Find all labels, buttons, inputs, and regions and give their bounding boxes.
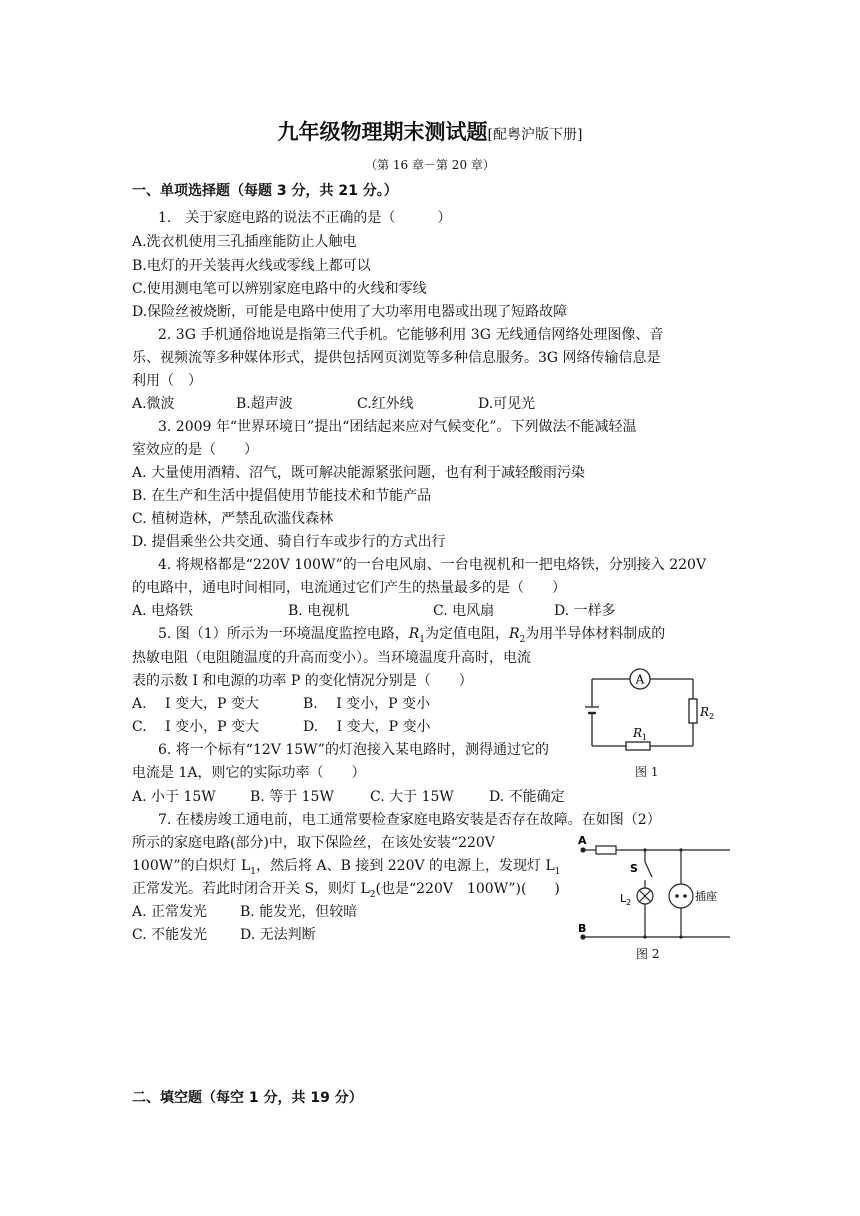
q6-option-d: D. 不能确定 xyxy=(489,789,565,805)
r1-resistor-icon xyxy=(626,742,650,750)
q5-line2: 热敏电阻（电阻随温度的升高而变小）。当环境温度升高时，电流 xyxy=(132,650,531,666)
q4-option-c: C. 电风扇 xyxy=(433,603,495,619)
q6-option-b: B. 等于 15W xyxy=(250,789,334,805)
fig1-r2-label: $R_2$ xyxy=(700,705,715,721)
q1-option-a: A.洗衣机使用三孔插座能防止人触电 xyxy=(132,234,357,250)
q7-l1-sub2: 1 xyxy=(554,866,561,877)
q7-option-b: B. 能发光，但较暗 xyxy=(240,904,358,920)
q3-option-a: A. 大量使用酒精、沼气，既可解决能源紧张问题，也有利于减轻酸雨污染 xyxy=(132,465,586,481)
fig2-label-b: B xyxy=(578,922,587,935)
figure2-circuit xyxy=(574,832,732,942)
q7-line3-post: ，然后将 A、B 接到 220V 的电源上，发现灯 L xyxy=(256,858,555,874)
figure2-caption: 图 2 xyxy=(636,947,660,961)
q6-option-c: C. 大于 15W xyxy=(370,789,454,805)
battery-icon xyxy=(585,707,599,713)
q7-line3-pre: 100W”的白炽灯 L xyxy=(132,858,251,874)
q3-option-c: C. 植树造林，严禁乱砍滥伐森林 xyxy=(132,511,334,527)
q2-option-d: D.可见光 xyxy=(478,396,536,412)
fig1-r1-label: $R_1$ xyxy=(633,726,648,742)
q2-option-a: A.微波 xyxy=(132,396,175,412)
q3-line1: 3. 2009 年“世界环境日”提出“团结起来应对气候变化”。下列做法不能减轻温 xyxy=(158,419,637,435)
title-suffix: [配粤沪版下册] xyxy=(487,127,583,143)
q5-r2-sub: 2 xyxy=(519,634,526,645)
q5-r1-symbol: R xyxy=(408,626,420,642)
q4-line1: 4. 将规格都是“220V 100W”的一台电风扇、一台电视机和一把电烙铁，分别接入 220V xyxy=(158,557,707,573)
q7-option-c: C. 不能发光 xyxy=(132,927,208,943)
q5-option-a: A. I 变大，P 变大 xyxy=(132,696,259,712)
q4-option-a: A. 电烙铁 xyxy=(132,603,194,619)
q3-option-d: D. 提倡乘坐公共交通、骑自行车或步行的方式出行 xyxy=(132,534,446,550)
q7-option-a: A. 正常发光 xyxy=(132,904,208,920)
q7-l2-sub: 2 xyxy=(369,889,376,900)
section2-heading: 二、填空题（每空 1 分，共 19 分） xyxy=(132,1090,363,1106)
q2-line1: 2. 3G 手机通俗地说是指第三代手机。它能够利用 3G 无线通信网络处理图像、音 xyxy=(158,327,664,343)
q7-option-d: D. 无法判断 xyxy=(240,927,316,943)
q4-option-b: B. 电视机 xyxy=(288,603,350,619)
q5-line1 xyxy=(158,624,665,650)
figure1-caption: 图 1 xyxy=(635,765,659,779)
q1-option-b: B.电灯的开关装再火线或零线上都可以 xyxy=(132,258,371,274)
q5-line3: 表的示数 I 和电源的功率 P 的变化情况分别是（ ） xyxy=(132,673,473,689)
title-main: 九年级物理期末测试题 xyxy=(277,120,488,144)
q5-option-d: D. I 变大，P 变小 xyxy=(303,719,431,735)
q6-line1: 6. 将一个标有“12V 15W”的灯泡接入某电路时，测得通过它的 xyxy=(158,742,549,758)
figure1-circuit xyxy=(578,662,718,752)
q4-option-d: D. 一样多 xyxy=(554,603,616,619)
q6-option-a: A. 小于 15W xyxy=(132,789,216,805)
q7-line2: 所示的家庭电路(部分)中，取下保险丝，在该处安装“220V xyxy=(132,835,495,851)
q7-line1: 7. 在楼房竣工通电前，电工通常要检查家庭电路安装是否存在故障。在如图（2） xyxy=(158,812,661,828)
q2-line3: 利用（ ） xyxy=(132,373,202,389)
q5-line1-post: 为用半导体材料制成的 xyxy=(525,626,666,642)
fuse-icon xyxy=(596,846,616,854)
q6-line2: 电流是 1A，则它的实际功率（ ） xyxy=(132,765,366,781)
r2-resistor-icon xyxy=(689,699,697,723)
q2-option-b: B.超声波 xyxy=(236,396,293,412)
q3-line2: 室效应的是（ ） xyxy=(132,442,258,458)
q7-line4-post: (也是“220V 100W”)( ) xyxy=(375,881,560,897)
page-subtitle: （第 16 章－第 20 章） xyxy=(365,158,495,172)
fig2-socket-label: 插座 xyxy=(695,890,717,903)
q3-option-b: B. 在生产和生活中提倡使用节能技术和节能产品 xyxy=(132,488,432,504)
q7-line3 xyxy=(132,856,561,882)
fig2-label-l2: $L_2$ xyxy=(620,892,632,907)
q7-line4 xyxy=(132,879,560,905)
q2-line2: 乐、视频流等多种媒体形式，提供包括网页浏览等多种信息服务。3G 网络传输信息是 xyxy=(132,350,661,366)
q4-line2: 的电路中，通电时间相同，电流通过它们产生的热量最多的是（ ） xyxy=(132,580,566,596)
socket-icon xyxy=(669,884,693,908)
q1-option-d: D.保险丝被烧断，可能是电路中使用了大功率用电器或出现了短路故障 xyxy=(132,304,568,320)
q5-r1-sub: 1 xyxy=(419,634,425,645)
q5-line1-pre: 5. 图（1）所示为一环境温度监控电路， xyxy=(158,626,409,642)
fig2-label-a: A xyxy=(578,834,587,847)
ammeter-label: A xyxy=(635,672,645,687)
q2-option-c: C.红外线 xyxy=(357,396,414,412)
q7-l1-sub: 1 xyxy=(250,866,257,877)
q5-r2-symbol: R xyxy=(509,626,520,642)
section1-heading: 一、单项选择题（每题 3 分，共 21 分。） xyxy=(132,183,398,199)
q5-option-c: C. I 变小，P 变大 xyxy=(132,719,259,735)
q1-stem: 1. 关于家庭电路的说法不正确的是（ ） xyxy=(158,210,452,226)
q1-option-c: C.使用测电笔可以辨别家庭电路中的火线和零线 xyxy=(132,281,427,297)
q5-option-b: B. I 变小，P 变小 xyxy=(303,696,431,712)
q7-line4-pre: 正常发光。若此时闭合开关 S，则灯 L xyxy=(132,881,370,897)
page-title xyxy=(0,116,860,146)
fig2-label-s: S xyxy=(630,862,638,875)
switch-icon xyxy=(645,862,652,877)
q5-line1-mid: 为定值电阻， xyxy=(425,626,509,642)
